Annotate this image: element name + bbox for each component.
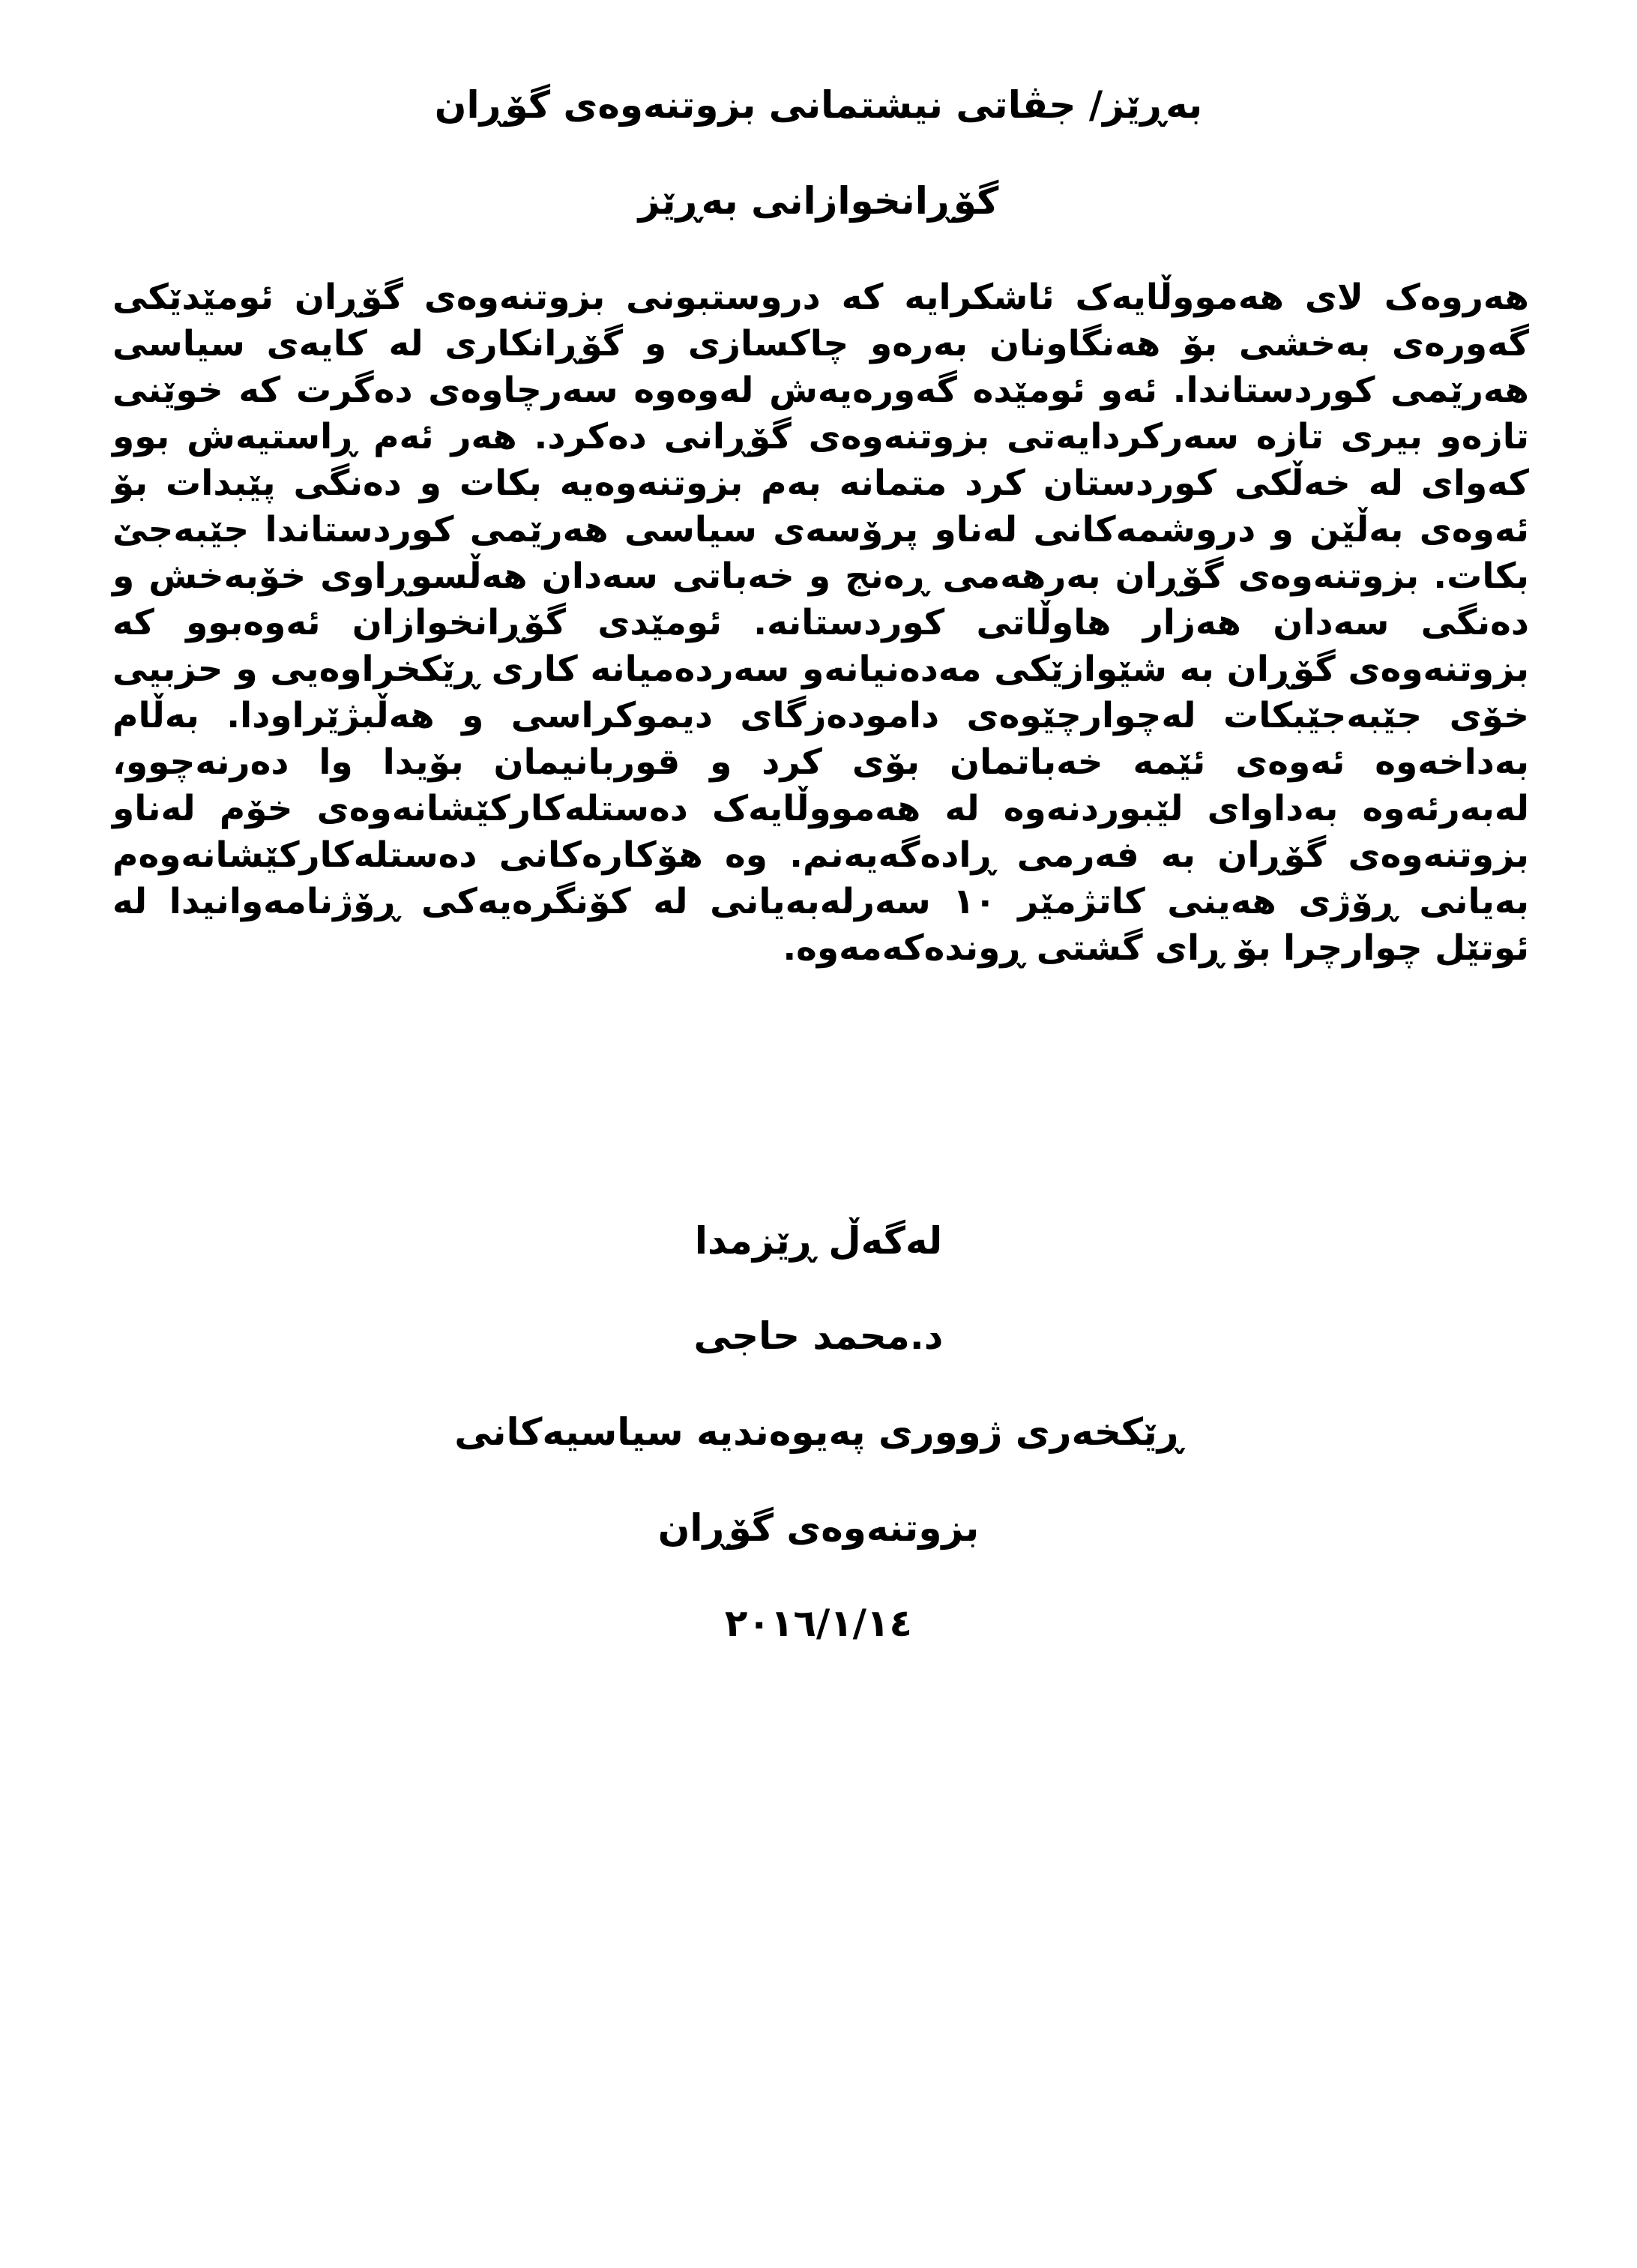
signer-title: ڕێکخەری ژووری پەیوەندیە سیاسیەکانی <box>454 1410 1183 1454</box>
letter-body: هەروەک لای هەمووڵایەک ئاشکرایە کە دروستبونی بزوتنەوەی گۆڕان ئومێدێکی گەورەی بەخشی بۆ هەنگاونان بەرەو چاکسازی و گۆڕانکاری لە کایەی سیاسی هەرێمی کوردستاندا. ئەو ئومێدە گەورەیەش لەوەوە سەرچاوەی دەگرت کە خوێنی تازەو بیری تازە سەرکردایەتی بزوتنەوەی گۆڕانی دەکرد. هەر ئەم ڕاستیەش بوو کەوای لە خەڵکی کوردستان کرد متمانە بەم بزوتنەوەیە بکات و دەنگی پێبدات بۆ ئەوەی بەڵێن و دروشمەکانی لەناو پرۆسەی سیاسی هەرێمی کوردستاندا جێبەجێ بکات. بزوتنەوەی گۆڕان بەرهەمی ڕەنج و خەباتی سەدان هەڵسوڕاوی خۆبەخش و دەنگی سەدان هەزار هاوڵاتی کوردستانە. ئومێدی گۆڕانخوازان ئەوەبوو کە بزوتنەوەی گۆڕان بە شێوازێکی مەدەنیانەو سەردەمیانە کاری ڕێکخراوەیی و حزبیی خۆی جێبەجێبکات لەچوارچێوەی دامودەزگای دیموکراسی و هەڵبژێراودا. بەڵام بەداخەوە ئەوەی ئێمە خەباتمان بۆی کرد و قوربانیمان بۆیدا وا دەرنەچوو، لەبەرئەوە بەداوای لێبوردنەوە لە هەمووڵایەک دەستلەکارکێشانەوەی خۆم لەناو بزوتنەوەی گۆڕان بە فەرمی ڕادەگەیەنم. وە هۆکارەکانی دەستلەکارکێشانەوەم بەیانی ڕۆژی هەینی کاتژمێر ١٠ سەرلەبەیانی لە کۆنگرەیەکی ڕۆژنامەوانیدا لە ئوتێل چوارچرا بۆ ڕای گشتی ڕوندەکەمەوە. <box>112 277 1530 969</box>
recipient-heading: بەڕێز/ جڤاتی نیشتمانی بزوتنەوەی گۆڕان <box>434 83 1203 127</box>
letter-date: ٢٠١٦/١/١٤ <box>724 1601 913 1645</box>
signer-name: د.محمد حاجی <box>693 1314 944 1358</box>
closing-line: لەگەڵ ڕێزمدا <box>694 1219 943 1263</box>
greeting-heading: گۆڕانخوازانی بەڕێز <box>638 179 999 223</box>
organization-name: بزوتنەوەی گۆڕان <box>657 1506 980 1550</box>
